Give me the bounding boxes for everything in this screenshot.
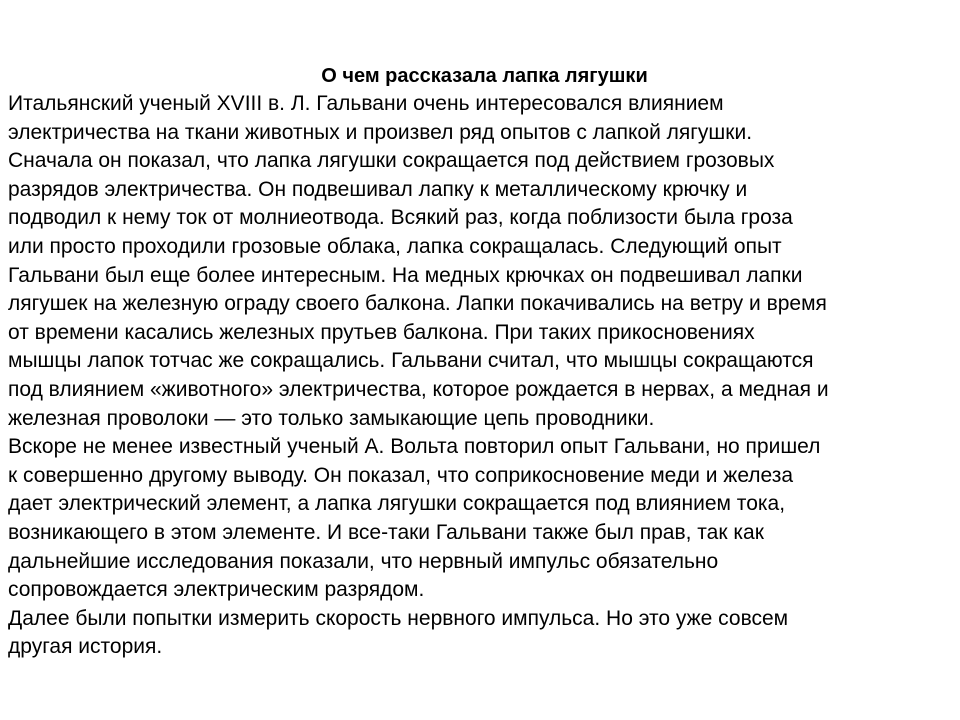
text-line: разрядов электричества. Он подвешивал лапку к металлическому крючку и [8, 177, 748, 201]
text-line: Сначала он показал, что лапка лягушки сокращается под действием грозовых [8, 149, 775, 173]
text-line: Итальянский ученый XVIII в. Л. Гальвани очень интересовался влиянием [8, 92, 724, 115]
text-line: железная проволоки — это только замыкающие цепь проводники. [8, 406, 655, 430]
text-line: сопровождается электрическим разрядом. [8, 578, 425, 602]
text-line: под влиянием «животного» электричества, которое рождается в нервах, а медная и [8, 377, 829, 401]
text-line: или просто проходили грозовые облака, лапка сокращалась. Следующий опыт [8, 234, 782, 258]
text-line: мышцы лапок тотчас же сокращались. Гальвани считал, что мышцы сокращаются [8, 349, 814, 373]
text-line: к совершенно другому выводу. Он показал, что соприкосновение меди и железа [8, 463, 794, 487]
text-line: подводил к нему ток от молниеотвода. Всякий раз, когда поблизости была гроза [8, 206, 793, 230]
text-line: Далее были попытки измерить скорость нервного импульса. Но это уже совсем [8, 606, 789, 630]
text-line: возникающего в этом элементе. И все-таки Гальвани также был прав, так как [8, 520, 764, 544]
text-line: лягушек на железную ограду своего балкона. Лапки покачивались на ветру и время [8, 292, 827, 316]
text-line: от времени касались железных прутьев балкона. При таких прикосновениях [8, 320, 755, 344]
text-line: Вскоре не менее известный ученый А. Вольта повторил опыт Гальвани, но пришел [8, 435, 821, 459]
text-line: дает электрический элемент, а лапка лягушки сокращается под влиянием тока, [8, 492, 786, 516]
text-line: Гальвани был еще более интересным. На медных крючках он подвешивал лапки [8, 263, 803, 287]
text-line: дальнейшие исследования показали, что нервный импульс обязательно [8, 549, 719, 573]
text-line: электричества на ткани животных и произвел ряд опытов с лапкой лягушки. [8, 120, 753, 144]
document-content [8, 62, 953, 662]
document-title: О чем рассказала лапка лягушки [321, 65, 648, 87]
text-line: другая история. [8, 635, 163, 659]
document-body [8, 90, 953, 662]
